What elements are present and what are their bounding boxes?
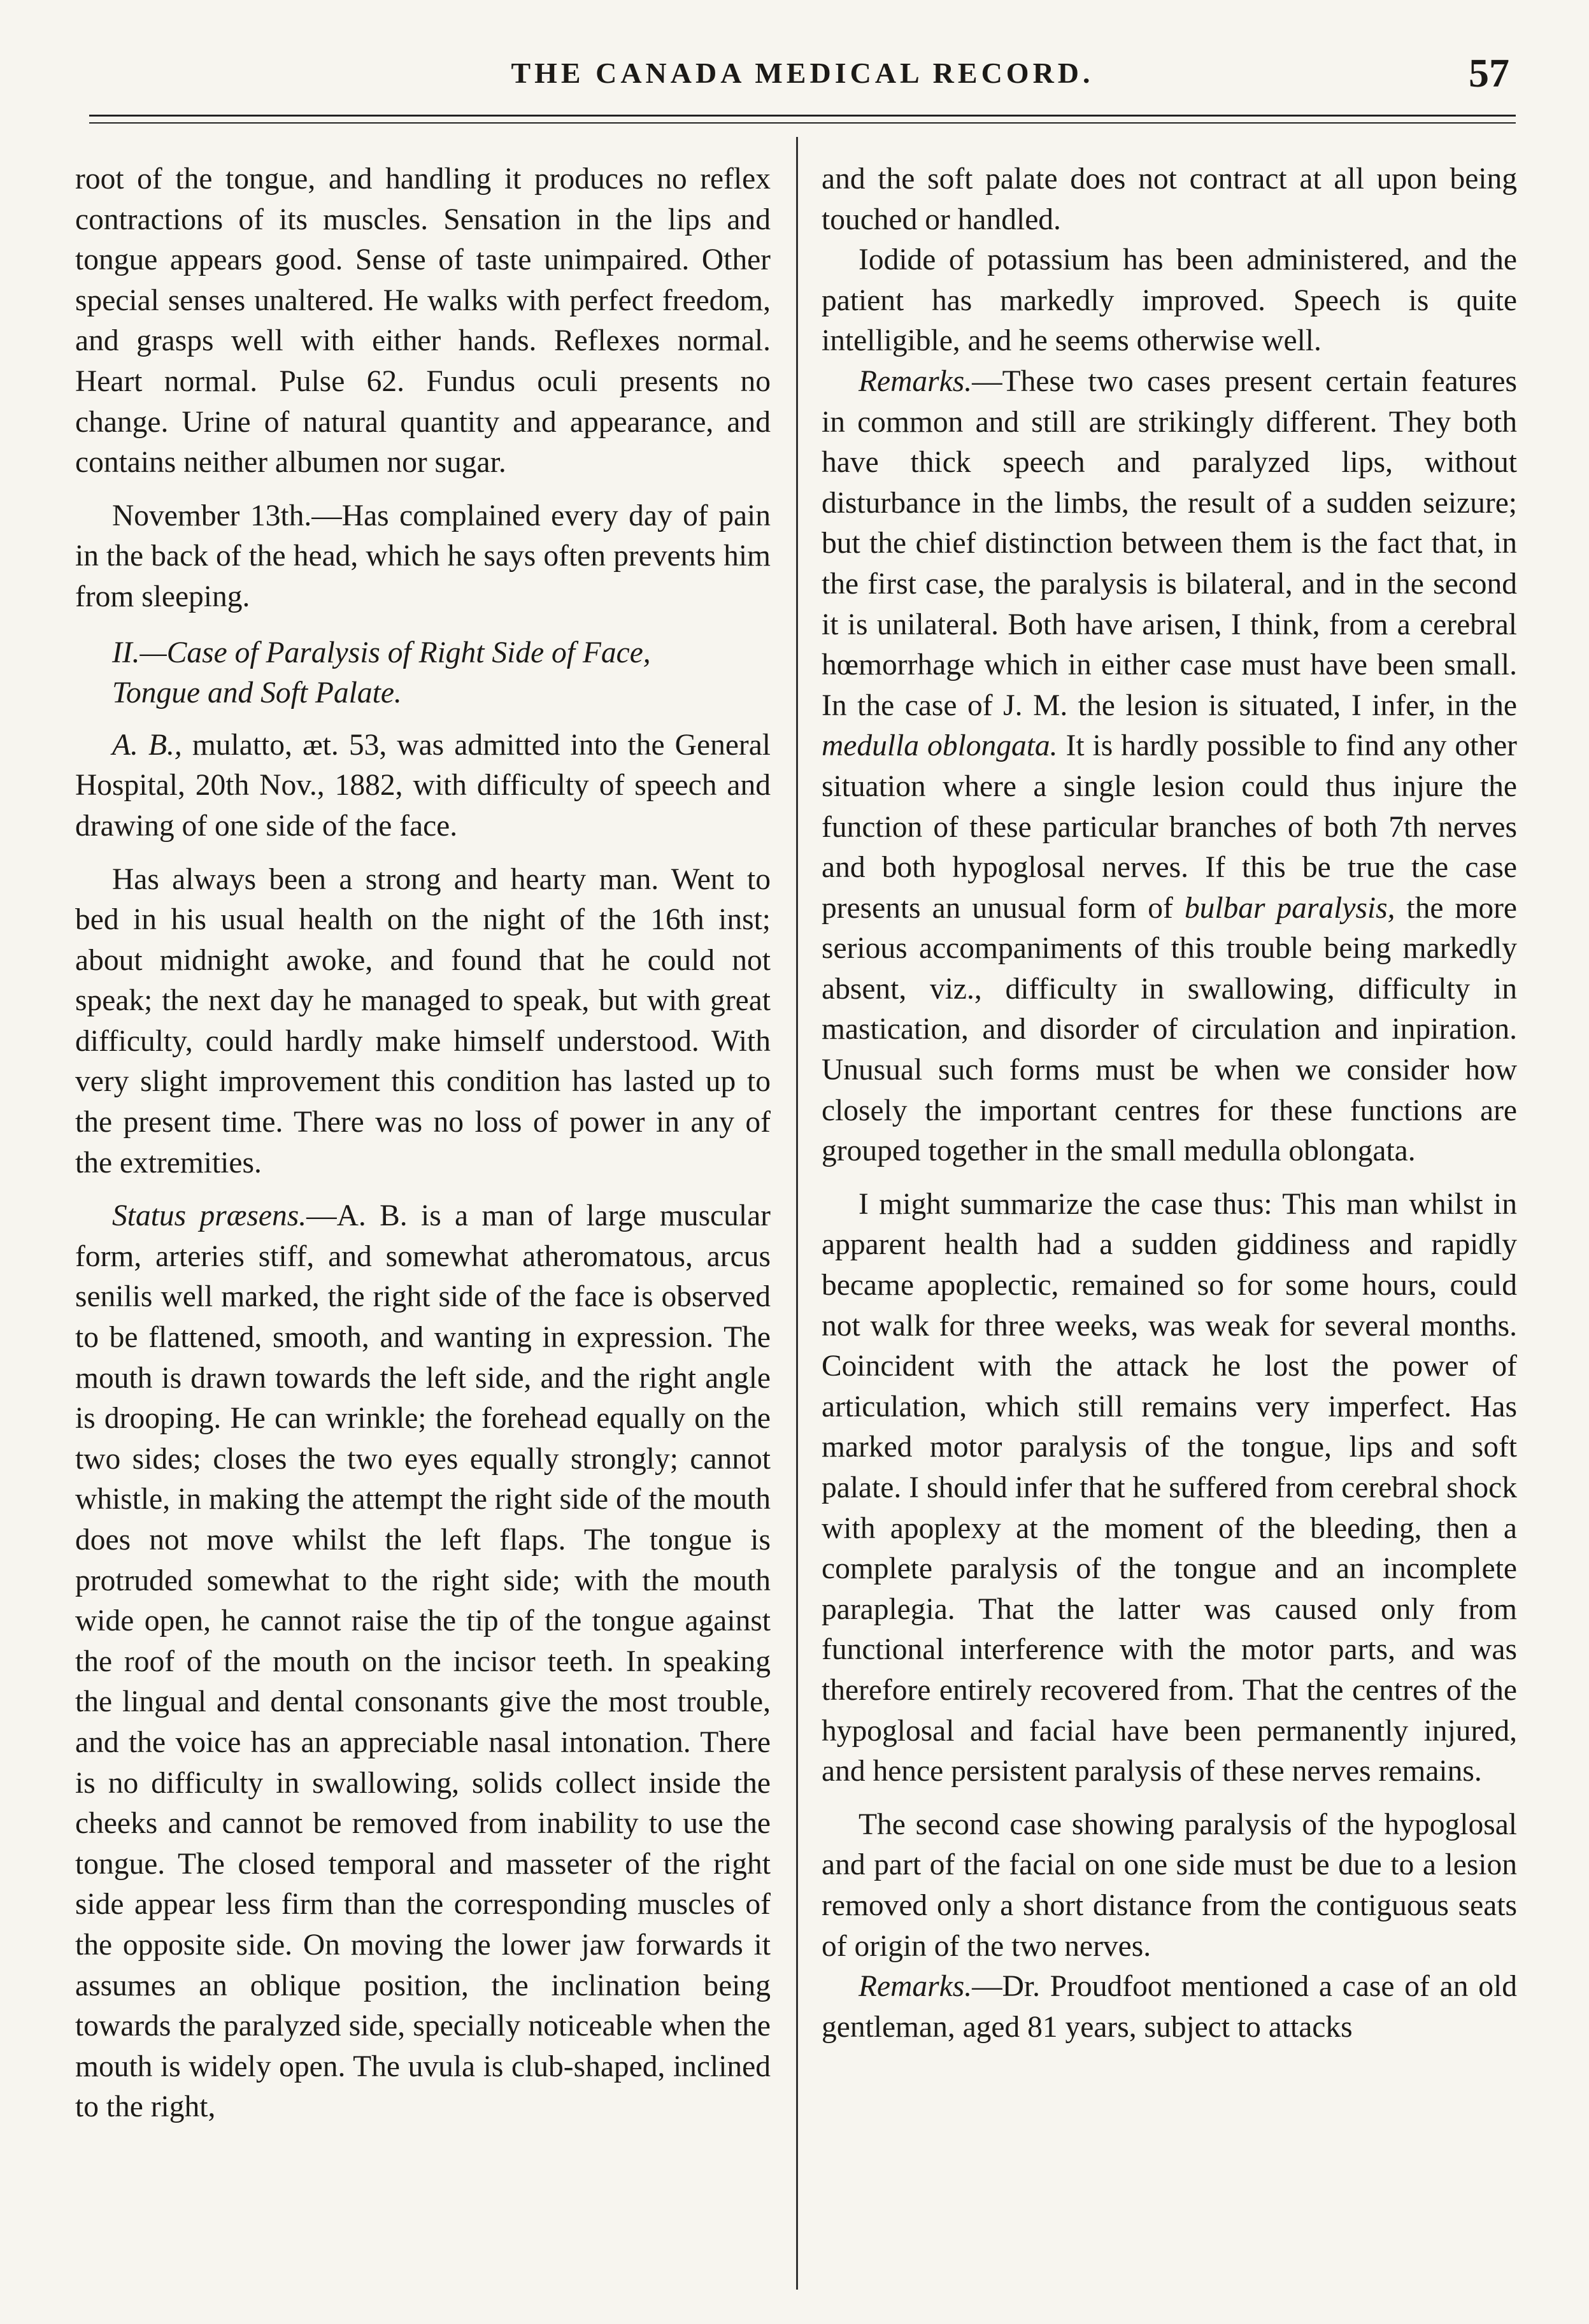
- column-divider: [796, 137, 798, 2290]
- right-paragraph-5: The second case showing paralysis of the hypoglosal and part of the facial on one side must be due to a lesion removed only a short distance from the contiguous seats of origin of the two nerves.: [822, 1807, 1517, 1963]
- left-column: [75, 159, 771, 2128]
- medulla-oblongata-term: medulla oblongata.: [822, 729, 1058, 763]
- left-paragraph-3-text: mulatto, æt. 53, was admitted into the General Hospital, 20th Nov., 1882, with difficulty of speech and drawing of one side of the face.: [75, 728, 771, 843]
- right-paragraph-2: Iodide of potassium has been administered, and the patient has markedly improved. Speech is quite intelligible, and he seems otherwise well.: [822, 243, 1517, 358]
- case-heading: [75, 633, 771, 714]
- right-paragraph-3-text-c: the more serious accompaniments of this trouble being markedly absent, viz., difficulty in swallowing, difficulty in mastication, and disorder of circulation and inpiration. Unusual such forms must be when we consider how closely the important centres for these functions are grouped together in the small medulla oblongata.: [822, 891, 1517, 1168]
- right-paragraph-3: [822, 362, 1517, 1172]
- remarks-label-2: Remarks.: [859, 1970, 973, 2004]
- remarks-label-1: Remarks.: [859, 364, 973, 398]
- right-paragraph-1: and the soft palate does not contract at all upon being touched or handled.: [822, 162, 1517, 236]
- left-paragraph-4: Has always been a strong and hearty man. Went to bed in his usual health on the night of the 16th inst; about midnight awoke, and found that he could not speak; the next day he managed to speak, but with great difficulty, could hardly make himself understood. With very slight improvement this condition has lasted up to the present time. There was no loss of power in any of the extremities.: [75, 862, 771, 1180]
- header-rule-bottom: [89, 122, 1516, 124]
- right-paragraph-6-text: —Dr. Proudfoot mentioned a case of an old gentleman, aged 81 years, subject to attacks: [822, 1970, 1517, 2044]
- right-paragraph-6: [822, 1967, 1517, 2048]
- right-column: [822, 159, 1517, 2048]
- case-heading-line-1: II.—Case of Paralysis of Right Side of Face,: [112, 636, 651, 669]
- left-paragraph-2: November 13th.—Has complained every day of pain in the back of the head, which he says often prevents him from sleeping.: [75, 499, 771, 613]
- header-rule-top: [89, 115, 1516, 117]
- bulbar-paralysis-term: bulbar paralysis,: [1184, 891, 1395, 925]
- page-header: [89, 51, 1516, 102]
- patient-initials: A. B.,: [112, 728, 182, 762]
- journal-title: THE CANADA MEDICAL RECORD.: [511, 57, 1094, 89]
- left-paragraph-3: [75, 725, 771, 847]
- page-number: 57: [1469, 50, 1509, 96]
- right-paragraph-3-text-a: —These two cases present certain features in common and still are strikingly different. They both have thick speech and paralyzed lips, without disturbance in the limbs, the result of a sudden seizure; but the chief distinction between them is the fact that, in the first case, the paralysis is bilateral, and in the second it is unilateral. Both have arisen, I think, from a cerebral hœmorrhage which in either case must have been small. In the case of J. M. the lesion is situated, I infer, in the: [822, 364, 1517, 722]
- status-praesens-label: Status præsens.: [112, 1199, 307, 1233]
- left-paragraph-5-text: —A. B. is a man of large muscular form, arteries stiff, and somewhat atheromatous, arcus senilis well marked, the right side of the face is observed to be flattened, smooth, and wanting in expression. The mouth is drawn towards the left side, and the right angle is drooping. He can wrinkle; the forehead equally on the two sides; closes the two eyes equally strongly; cannot whistle, in making the attempt the right side of the mouth does not move whilst the left flaps. The tongue is protruded somewhat to the right side; with the mouth wide open, he cannot raise the tip of the tongue against the roof of the mouth on the incisor teeth. In speaking the lingual and dental consonants give the most trouble, and the voice has an appreciable nasal intonation. There is no difficulty in swallowing, solids collect inside the cheeks and cannot be removed from inability to use the tongue. The closed temporal and masseter of the right side appear less firm than the corresponding muscles of the opposite side. On moving the lower jaw forwards it assumes an oblique position, the inclination being towards the paralyzed side, specially noticeable when the mouth is widely open. The uvula is club-shaped, inclined to the right,: [75, 1199, 771, 2124]
- case-heading-line-2: Tongue and Soft Palate.: [112, 676, 402, 710]
- right-paragraph-4: I might summarize the case thus: This man whilst in apparent health had a sudden giddiness and rapidly became apoplectic, remained so for some hours, could not walk for three weeks, was weak for several months. Coincident with the attack he lost the power of articulation, which still remains very imperfect. Has marked motor paralysis of the tongue, lips and soft palate. I should infer that he suffered from cerebral shock with apoplexy at the moment of the bleeding, then a complete paralysis of the tongue and an incomplete paraplegia. That the latter was caused only from functional interference with the motor parts, and was therefore entirely recovered from. That the centres of the hypoglosal and facial have been permanently injured, and hence persistent paralysis of these nerves remains.: [822, 1187, 1517, 1788]
- right-paragraph-3-text-b: It is hardly possible to find any other situation where a single lesion could thus injure the function of these particular branches of both 7th nerves and both hypoglosal nerves. If this be true the case presents an unusual form of: [822, 729, 1517, 925]
- left-paragraph-1: root of the tongue, and handling it produces no reflex contractions of its muscles. Sensation in the lips and tongue appears good. Sense of taste unimpaired. Other special senses unaltered. He walks with perfect freedom, and grasps well with either hands. Reflexes normal. Heart normal. Pulse 62. Fundus oculi presents no change. Urine of natural quantity and appearance, and contains neither albumen nor sugar.: [75, 162, 771, 480]
- left-paragraph-5: [75, 1196, 771, 2128]
